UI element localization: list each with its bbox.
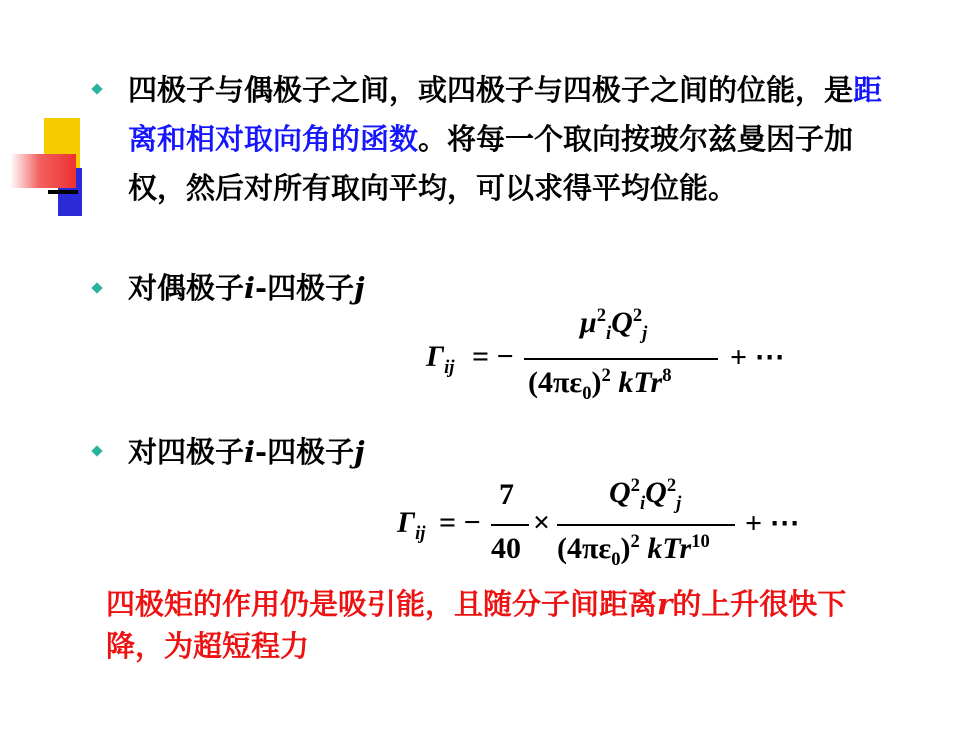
decor-black-line (48, 190, 78, 194)
denominator: $(4\pi\varepsilon_0)^2$ kTr$^{10}$ (557, 531, 710, 570)
formula-tail: + ⋯ (745, 507, 800, 540)
equals-minus: = − (439, 506, 481, 539)
bullet-paragraph-1 (128, 66, 898, 213)
formula-lhs: $\Gamma_{ij}$ (426, 340, 455, 378)
bullet-paragraph-2: 对偶极子i-四极子j (128, 271, 365, 305)
equals-minus: = − (472, 340, 514, 373)
text-segment: 。将每一个取向按玻尔兹曼因子加权，然后对所有取向平均，可以求得平均位能。 (128, 122, 854, 205)
coef-numerator: 7 (499, 478, 514, 511)
fraction-bar (557, 524, 735, 526)
bullet-paragraph-3: 对四极子i-四极子j (128, 435, 365, 469)
bullet-diamond-icon (92, 446, 104, 458)
numerator: $\mu^2_iQ^2_j$ (580, 305, 648, 344)
decor-red-gradient-bar (10, 154, 76, 188)
formula-dipole-quadrupole (420, 300, 800, 410)
formula-quadrupole-quadrupole (395, 470, 815, 580)
formula-tail: + ⋯ (730, 341, 785, 374)
fraction-bar (524, 358, 718, 360)
numerator: $Q^2_iQ^2_j$ (609, 475, 682, 514)
fraction-bar (491, 524, 529, 526)
denominator: $(4\pi\varepsilon_0)^2$ kTr$^8$ (528, 365, 672, 404)
text-segment: 四极子与偶极子之间，或四极子与四极子之间的位能，是 (128, 73, 854, 107)
formula-lhs: $\Gamma_{ij}$ (397, 506, 426, 544)
bullet-diamond-icon (92, 283, 104, 295)
coef-denominator: 40 (491, 532, 521, 565)
conclusion-note: 四极矩的作用仍是吸引能，且随分子间距离r的上升很快下降，为超短程力 (106, 587, 847, 663)
bullet-diamond-icon (92, 84, 104, 96)
times-sign: × (533, 506, 551, 539)
highlight-text: 距离和相对取向角的函数 (128, 73, 883, 156)
